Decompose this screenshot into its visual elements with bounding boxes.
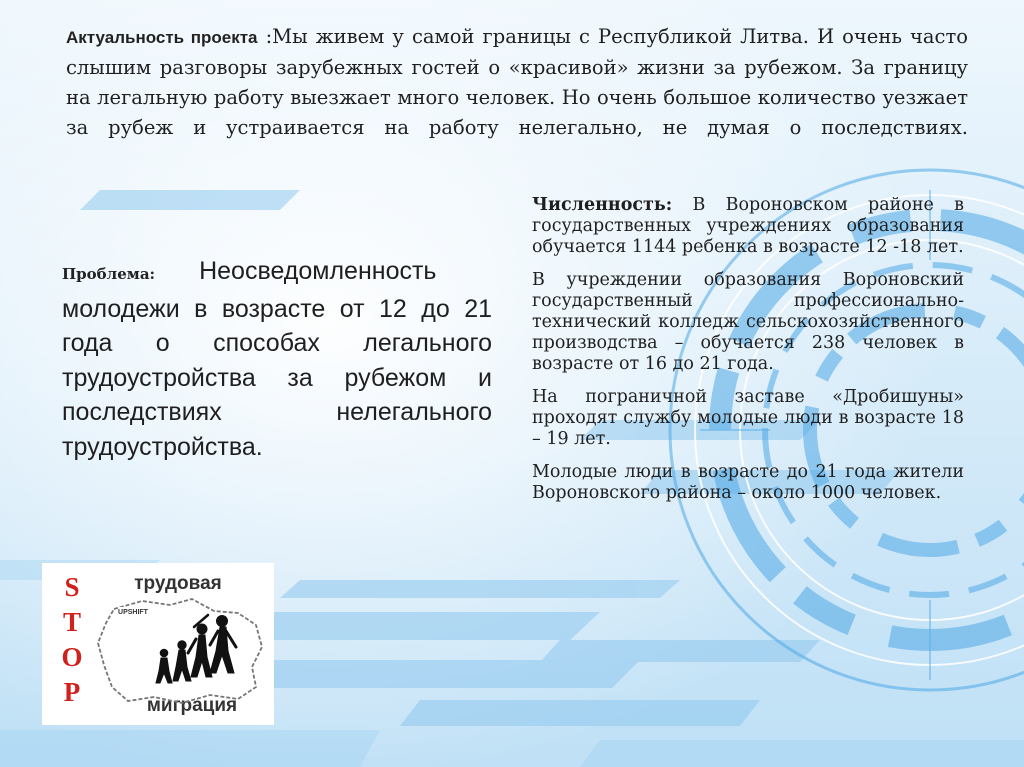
logo-badge: UPSHIFT — [118, 609, 148, 616]
logo-top-word: трудовая — [134, 573, 222, 594]
problem-paragraph — [62, 254, 492, 464]
logo-letter-t: T — [62, 607, 82, 637]
logo-letter-s: S — [64, 572, 80, 602]
stop-migration-logo — [42, 563, 274, 725]
stats-text-1: В Вороновском районе в государственных учреждениях образования обучается 1144 ребенка в возрасте 12 -18 лет. — [532, 195, 964, 257]
relevance-paragraph — [66, 22, 968, 143]
problem-text: Неосведомленность молодежи в возрасте от 12 до 21 года о способах легального трудоустройства за рубежом и последствиях нелегального трудоустройства. — [62, 257, 492, 461]
relevance-text: :Мы живем у самой границы с Республикой Литва. И очень часто слышим разговоры зарубежных гостей о «красивой» жизни за рубежом. За границу на легальную работу выезжает много человек. Но очень большое количество уезжает за рубеж и устраивается на работу нелегально, не думая о последствиях. — [66, 25, 968, 139]
statistics-block — [532, 195, 964, 516]
problem-label: Проблема: — [62, 265, 156, 283]
logo-bottom-word: миграция — [146, 695, 238, 716]
stats-label: Численность: — [532, 195, 673, 215]
stats-paragraph-2: В учреждении образования Вороновский государственный профессионально-технический колледж сельскохозяйственного производства – обучается 238 человек в возрасте от 16 до 21 года. — [532, 270, 964, 374]
stats-paragraph-4: Молодые люди в возрасте до 21 года жители Вороновского района – около 1000 человек. — [532, 462, 964, 503]
stats-paragraph-1 — [532, 195, 964, 258]
stats-paragraph-3: На пограничной заставе «Дробишуны» проходят службу молодые люди в возрасте 18 – 19 лет. — [532, 387, 964, 449]
logo-letter-p: P — [63, 677, 81, 707]
relevance-label: Актуальность проекта — [66, 28, 258, 47]
people-walking-icon — [156, 615, 236, 683]
logo-letter-o: O — [61, 642, 83, 672]
